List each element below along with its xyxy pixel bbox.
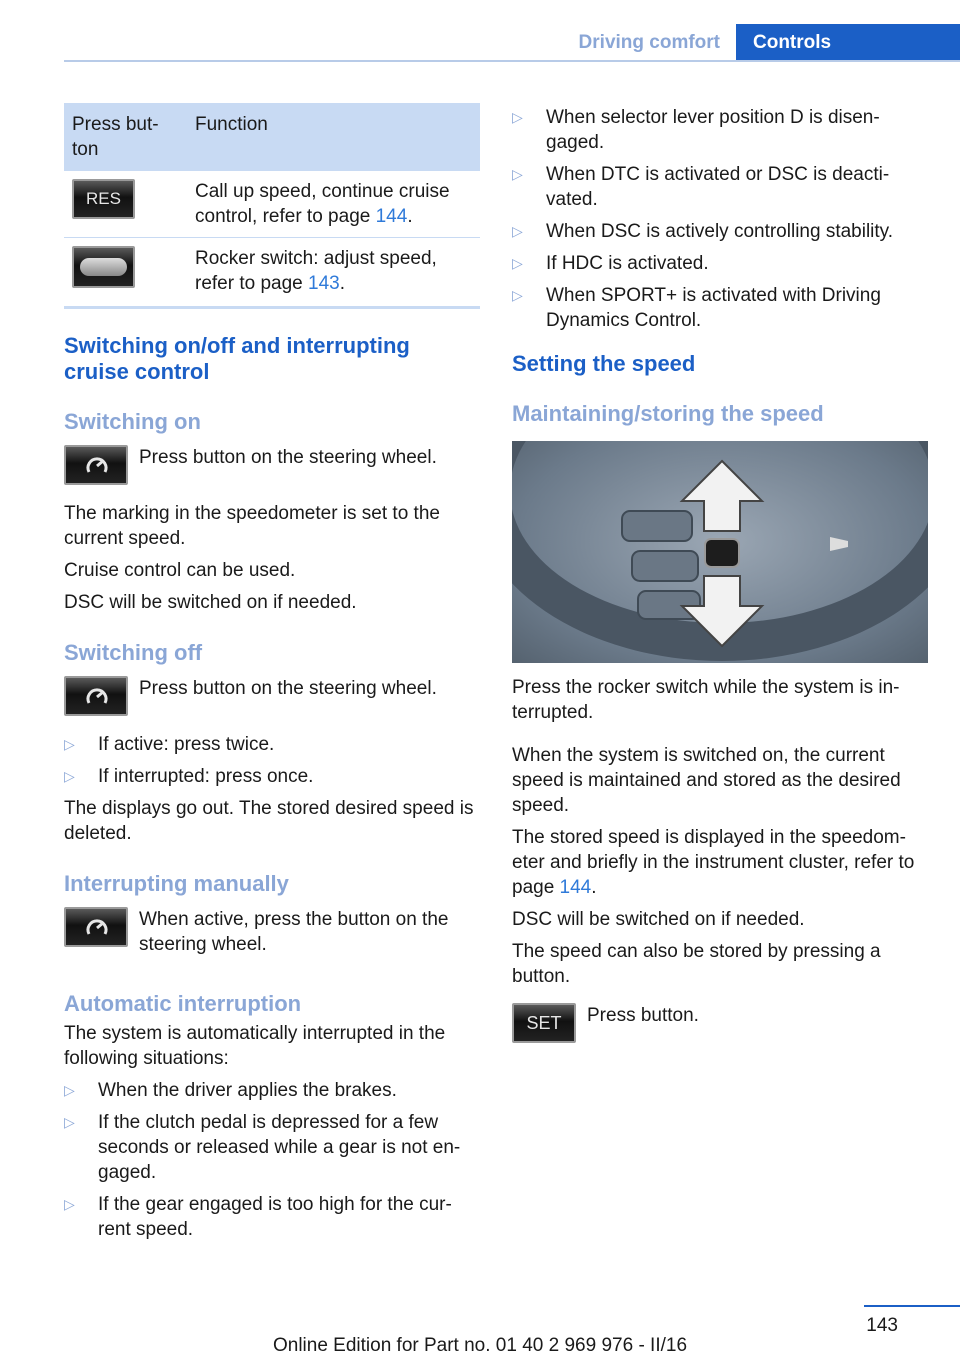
left-column <box>64 103 480 1249</box>
list-item: ▷ When DSC is actively controlling stability. <box>512 221 894 242</box>
paragraph: The stored speed is displayed in the speedom- eter and briefly in the instrument cluster, refer to page 144. <box>512 827 915 898</box>
paragraph: The speed can also be stored by pressing a button. <box>512 941 881 987</box>
paragraph: The marking in the speedometer is set to the current speed. <box>64 503 440 549</box>
cruise-control-button-icon <box>64 676 128 716</box>
section-heading: Switching on/off and interrupting cruise control <box>64 333 410 384</box>
switch-on-instruction: Press button on the steering wheel. <box>64 445 480 485</box>
list-item: ▷ If the clutch pedal is depressed for a few seconds or released while a gear is not en- gaged. <box>64 1112 461 1183</box>
cruise-control-button-icon <box>64 907 128 947</box>
subheading-automatic-interruption: Automatic interruption <box>64 991 302 1016</box>
header-chapter-tab: Controls <box>736 24 960 62</box>
page-link[interactable]: 144 <box>559 877 592 898</box>
bullet-triangle-icon: ▷ <box>64 1082 75 1098</box>
page-link[interactable]: 144 <box>375 206 408 227</box>
bullet-triangle-icon: ▷ <box>64 736 75 752</box>
rocker-switch-icon <box>72 246 135 288</box>
subheading-switching-off: Switching off <box>64 640 203 665</box>
table-header-button: Press but- ton <box>64 103 187 171</box>
page-number: 143 <box>866 1315 898 1336</box>
bullet-triangle-icon: ▷ <box>512 255 523 271</box>
subheading-switching-on: Switching on <box>64 409 201 434</box>
paragraph: DSC will be switched on if needed. <box>64 592 357 613</box>
paragraph: Cruise control can be used. <box>64 560 296 581</box>
paragraph: DSC will be switched on if needed. <box>512 909 805 930</box>
right-column <box>512 103 928 1043</box>
bullet-triangle-icon: ▷ <box>512 109 523 125</box>
list-item: ▷ When SPORT+ is activated with Driving Dynamics Control. <box>512 285 881 331</box>
subheading-maintaining-speed: Maintaining/storing the speed <box>512 401 824 426</box>
list-item: ▷ If HDC is activated. <box>512 253 709 274</box>
section-heading: Setting the speed <box>512 351 696 376</box>
bullet-triangle-icon: ▷ <box>512 166 523 182</box>
list-item: ▷ If interrupted: press once. <box>64 766 314 787</box>
cruise-control-button-icon <box>64 445 128 485</box>
interrupt-instruction: When active, press the button on the steering wheel. <box>64 907 480 957</box>
subheading-interrupting-manually: Interrupting manually <box>64 871 289 896</box>
header-section-title: Driving comfort <box>578 32 720 53</box>
switch-off-list <box>64 732 480 789</box>
table-cell-function: Rocker switch: adjust speed, refer to page 143. <box>187 238 480 308</box>
page-link[interactable]: 143 <box>308 273 340 294</box>
table-cell-function: Call up speed, continue cruise control, refer to page 144. <box>187 171 480 238</box>
res-button-icon: RES <box>72 179 135 219</box>
edition-footer: Online Edition for Part no. 01 40 2 969 976 - II/16 <box>272 1335 688 1356</box>
set-button-icon: SET <box>512 1003 576 1043</box>
set-instruction: SET Press button. <box>512 1003 928 1043</box>
paragraph: The system is automatically interrupted in the following situations: <box>64 1023 446 1069</box>
table-header-function: Function <box>187 103 480 171</box>
paragraph: Press the rocker switch while the system is in- terrupted. <box>512 677 900 723</box>
table-header-row <box>64 103 480 171</box>
table-row <box>64 238 480 308</box>
list-item: ▷ If the gear engaged is too high for the cur- rent speed. <box>64 1194 452 1240</box>
bullet-triangle-icon: ▷ <box>64 768 75 784</box>
page-number-rule <box>864 1305 960 1307</box>
auto-interruption-list-continued <box>512 105 928 333</box>
function-table <box>64 103 480 309</box>
auto-interruption-list <box>64 1078 480 1242</box>
paragraph: When the system is switched on, the current speed is maintained and stored as the desired speed. <box>512 745 901 816</box>
bullet-triangle-icon: ▷ <box>64 1196 75 1212</box>
bullet-triangle-icon: ▷ <box>64 1114 75 1130</box>
steering-wheel-illustration <box>512 441 928 663</box>
list-item: ▷ When the driver applies the brakes. <box>64 1080 397 1101</box>
list-item: ▷ When selector lever position D is disen- gaged. <box>512 107 880 153</box>
bullet-triangle-icon: ▷ <box>512 287 523 303</box>
list-item: ▷ If active: press twice. <box>64 734 275 755</box>
header-rule <box>64 60 960 62</box>
list-item: ▷ When DTC is activated or DSC is deacti- vated. <box>512 164 890 210</box>
table-row <box>64 171 480 238</box>
paragraph: The displays go out. The stored desired speed is deleted. <box>64 798 474 844</box>
switch-off-instruction: Press button on the steering wheel. <box>64 676 480 716</box>
bullet-triangle-icon: ▷ <box>512 223 523 239</box>
